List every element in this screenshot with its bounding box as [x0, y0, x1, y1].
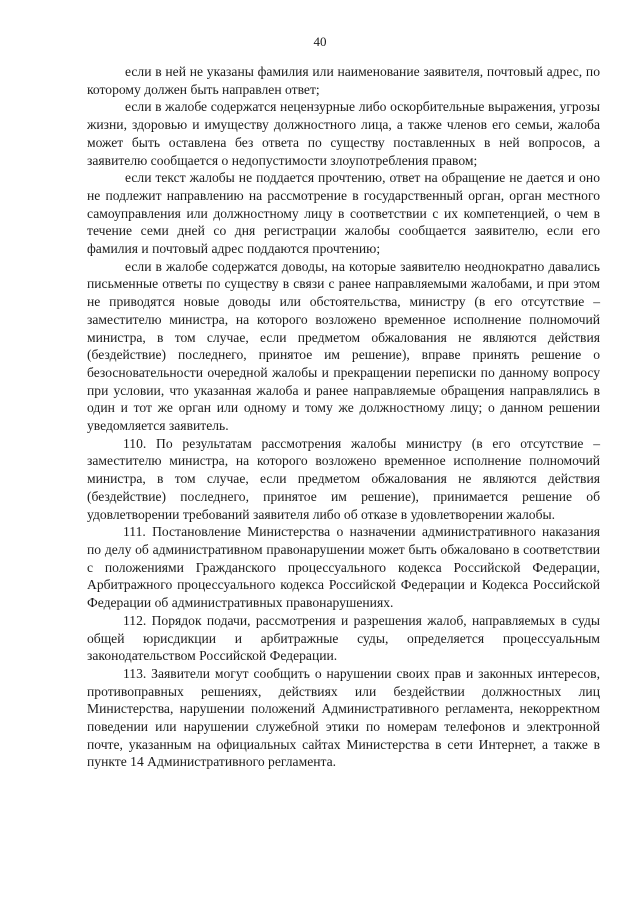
paragraph-item-113: 113. Заявители могут сообщить о нарушении своих прав и законных интересов, противоправных решениях, действиях или бездействии должностных лиц Министерства, нарушении положений Административного регламента, некорректном поведении или нарушении служебной этики по номерам телефонов и электронной почте, указанным на официальных сайтах Министерства в сети Интернет, а также в пункте 14 Административного регламента. [87, 665, 600, 770]
page-number: 40 [313, 34, 327, 49]
document-body [87, 63, 600, 771]
paragraph-obscene-language: если в жалобе содержатся нецензурные либо оскорбительные выражения, угрозы жизни, здоровью и имуществу должностного лица, а также членов его семьи, жалоба может быть оставлена без ответа по существу поставленных в ней вопросов, а заявителю сообщается о недопустимости злоупотребления правом; [87, 99, 600, 168]
paragraph-missing-name: если в ней не указаны фамилия или наименование заявителя, почтовый адрес, по которому должен быть направлен ответ; [87, 64, 600, 97]
paragraph-item-110: 110. По результатам рассмотрения жалобы министру (в его отсутствие – заместителю министра, на которого возложено временное исполнение полномочий министра, в том случае, если предметом обжалования не являются действия (бездействие) последнего, принятое им решение), принимается решение об удовлетворении требований заявителя либо об отказе в удовлетворении жалобы. [87, 435, 600, 522]
paragraph-repeated-complaints: если в жалобе содержатся доводы, на которые заявителю неоднократно давались письменные ответы по существу в связи с ранее направляемыми жалобами, и при этом не приводятся новые доводы или обстоятельства, министру (в его отсутствие – заместителю министра, на которого возложено временное исполнение полномочий министра, в том случае, если предметом обжалования не являются действия (бездействие) последнего, принятое им решение), вправе принять решение о безосновательности очередной жалобы и прекращении переписки по данному вопросу при условии, что указанная жалоба и ранее направляемые обращения направлялись в один и тот же орган или одному и тому же должностному лицу; о данном решении уведомляется заявитель. [87, 258, 600, 434]
paragraph-item-111: 111. Постановление Министерства о назначении административного наказания по делу об административном правонарушении может быть обжаловано в соответствии с положениями Гражданского процессуального кодекса Российской Федерации, Арбитражного процессуального кодекса Российской Федерации и Кодекса Российской Федерации об административных правонарушениях. [87, 524, 600, 611]
paragraph-unreadable-text: если текст жалобы не поддается прочтению, ответ на обращение не дается и оно не подлежит направлению на рассмотрение в государственный орган, орган местного самоуправления или должностному лицу в соответствии с их компетенцией, о чем в течение семи дней со дня регистрации жалобы сообщается заявителю, если его фамилия и почтовый адрес поддаются прочтению; [87, 170, 600, 257]
paragraph-item-112: 112. Порядок подачи, рассмотрения и разрешения жалоб, направляемых в суды общей юрисдикции и арбитражные суды, определяется процессуальным законодательством Российской Федерации. [87, 612, 600, 664]
